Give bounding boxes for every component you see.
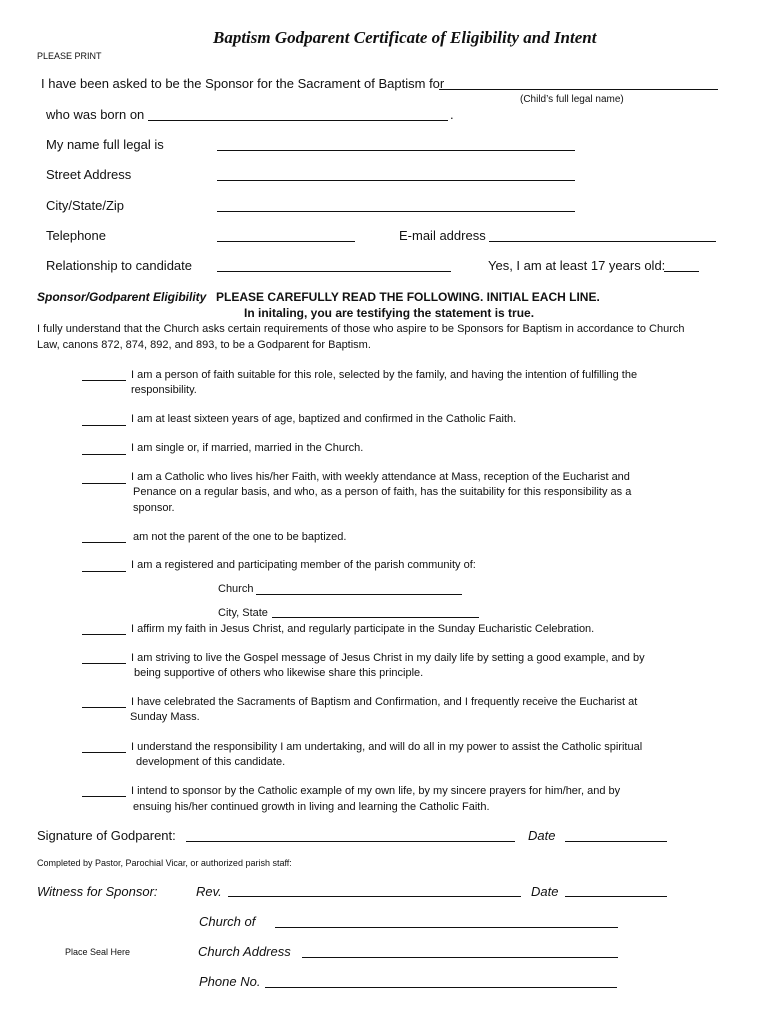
statement-10-line-1: I understand the responsibility I am undertaking, and will do all in my power to assist the Catholic spiritual	[131, 741, 643, 753]
city-state-zip-field[interactable]	[217, 211, 575, 212]
email-field[interactable]	[489, 241, 716, 242]
statement-6: I am a registered and participating member of the parish community of:	[131, 559, 476, 571]
statement-10-line-2: development of this candidate.	[136, 756, 286, 768]
statement-11-line-2: ensuing his/her continued growth in living and learning the Catholic Faith.	[133, 801, 490, 813]
initial-field-4[interactable]	[82, 483, 126, 484]
statement-9-line-2: Sunday Mass.	[130, 711, 200, 723]
initial-field-3[interactable]	[82, 454, 126, 455]
statement-1-line-2: responsibility.	[131, 384, 197, 396]
street-address-label: Street Address	[46, 167, 132, 182]
statement-7: I affirm my faith in Jesus Christ, and regularly participate in the Sunday Eucharistic Celebration.	[131, 623, 595, 635]
completed-by-note: Completed by Pastor, Parochial Vicar, or authorized parish staff:	[37, 858, 292, 868]
age-confirm-field[interactable]	[664, 271, 699, 272]
statement-2: I am at least sixteen years of age, baptized and confirmed in the Catholic Faith.	[131, 413, 517, 425]
church-address-field[interactable]	[302, 957, 618, 958]
eligibility-heading: Sponsor/Godparent Eligibility	[37, 290, 207, 304]
relationship-field[interactable]	[217, 271, 451, 272]
parish-church-label: Church	[218, 583, 254, 595]
parish-city-state-field[interactable]	[272, 617, 479, 618]
witness-date-label: Date	[531, 884, 559, 899]
eligibility-intro-line-1: I fully understand that the Church asks certain requirements of those who aspire to be Sponsors for Baptism in accordance to Church	[37, 323, 685, 335]
sponsor-statement: I have been asked to be the Sponsor for the Sacrament of Baptism for	[41, 76, 445, 91]
initial-field-7[interactable]	[82, 634, 126, 635]
age-confirm-label: Yes, I am at least 17 years old:	[488, 258, 666, 273]
period-mark: .	[450, 107, 454, 122]
statement-8-line-2: being supportive of others who likewise share this principle.	[134, 667, 424, 679]
email-label: E-mail address	[399, 228, 486, 243]
child-name-field[interactable]	[439, 89, 718, 90]
phone-field[interactable]	[265, 987, 617, 988]
telephone-label: Telephone	[46, 228, 106, 243]
page-title: Baptism Godparent Certificate of Eligibility and Intent	[213, 28, 597, 47]
full-name-field[interactable]	[217, 150, 575, 151]
eligibility-instruction-2: In initaling, you are testifying the statement is true.	[244, 306, 535, 320]
statement-4-line-1: I am a Catholic who lives his/her Faith, with weekly attendance at Mass, reception of the Eucharist and	[131, 471, 630, 483]
rev-field[interactable]	[228, 896, 521, 897]
born-on-label: who was born on	[46, 107, 145, 122]
church-address-label: Church Address	[198, 944, 291, 959]
initial-field-9[interactable]	[82, 707, 126, 708]
rev-label: Rev.	[196, 884, 222, 899]
initial-field-5[interactable]	[82, 542, 126, 543]
church-of-field[interactable]	[275, 927, 618, 928]
initial-field-6[interactable]	[82, 571, 126, 572]
witness-date-field[interactable]	[565, 896, 667, 897]
parish-city-state-label: City, State	[218, 607, 268, 619]
initial-field-11[interactable]	[82, 796, 126, 797]
godparent-signature-field[interactable]	[186, 841, 515, 842]
please-print-note: PLEASE PRINT	[37, 51, 102, 61]
statement-1-line-1: I am a person of faith suitable for this role, selected by the family, and having the intention of fulfilling the	[131, 369, 638, 381]
statement-8-line-1: I am striving to live the Gospel message of Jesus Christ in my daily life by setting a good example, and by	[131, 652, 645, 664]
parish-church-field[interactable]	[256, 594, 462, 595]
signature-date-label: Date	[528, 828, 556, 843]
telephone-field[interactable]	[217, 241, 355, 242]
initial-field-8[interactable]	[82, 663, 126, 664]
eligibility-intro-line-2: Law, canons 872, 874, 892, and 893, to be a Godparent for Baptism.	[37, 339, 371, 351]
statement-5: am not the parent of the one to be baptized.	[133, 531, 347, 543]
relationship-label: Relationship to candidate	[46, 258, 192, 273]
church-of-label: Church of	[199, 914, 256, 929]
witness-label: Witness for Sponsor:	[37, 884, 158, 899]
phone-label: Phone No.	[199, 974, 261, 989]
statement-11-line-1: I intend to sponsor by the Catholic example of my own life, by my sincere prayers for him/her, and by	[131, 785, 621, 797]
statement-9-line-1: I have celebrated the Sacraments of Baptism and Confirmation, and I frequently receive the Eucharist at	[131, 696, 638, 708]
birth-date-field[interactable]	[148, 120, 448, 121]
full-name-label: My name full legal is	[46, 137, 164, 152]
statement-4-line-2: Penance on a regular basis, and who, as a person of faith, has the suitability for this responsibility as a	[133, 486, 632, 498]
eligibility-instruction: PLEASE CAREFULLY READ THE FOLLOWING. INITIAL EACH LINE.	[216, 290, 600, 304]
godparent-signature-label: Signature of Godparent:	[37, 828, 176, 843]
statement-3: I am single or, if married, married in the Church.	[131, 442, 364, 454]
child-name-caption: (Child’s full legal name)	[520, 94, 624, 105]
street-address-field[interactable]	[217, 180, 575, 181]
signature-date-field[interactable]	[565, 841, 667, 842]
statement-4-line-3: sponsor.	[133, 502, 175, 514]
initial-field-10[interactable]	[82, 752, 126, 753]
initial-field-2[interactable]	[82, 425, 126, 426]
city-state-zip-label: City/State/Zip	[46, 198, 125, 213]
seal-placeholder: Place Seal Here	[65, 947, 131, 957]
initial-field-1[interactable]	[82, 380, 126, 381]
